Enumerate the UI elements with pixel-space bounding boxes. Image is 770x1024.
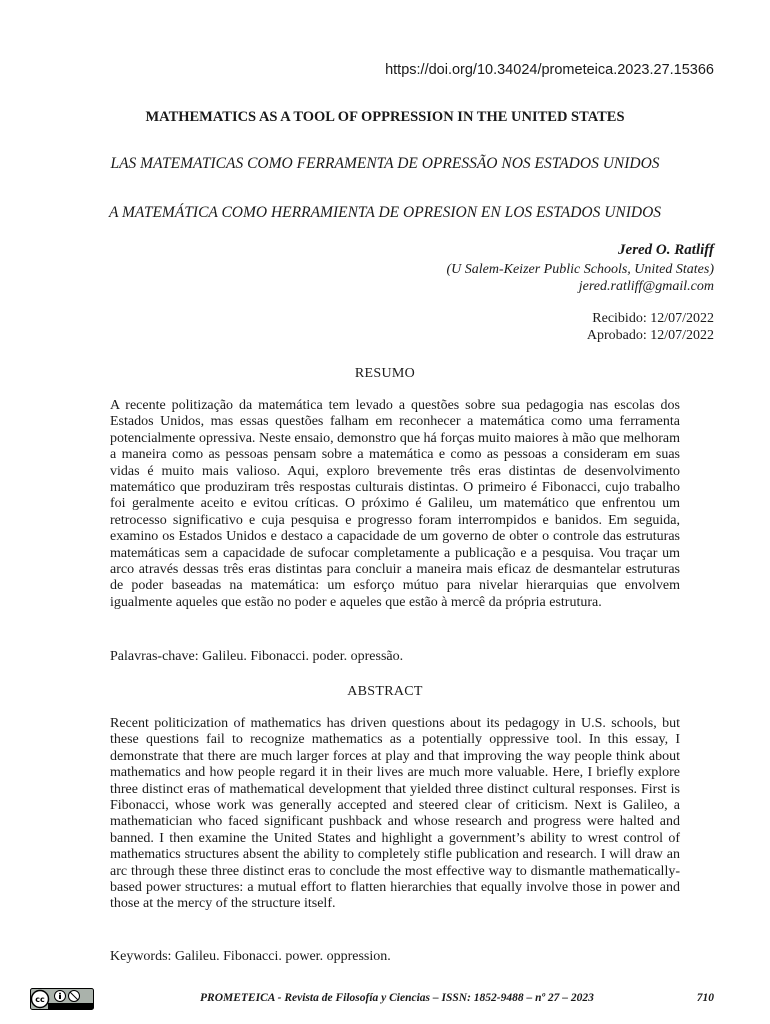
creative-commons-license-icon[interactable] <box>30 988 94 1010</box>
author-affiliation: (U Salem-Keizer Public Schools, United States) <box>446 262 714 277</box>
abstract-paragraph: Recent politicization of mathematics has driven questions about its pedagogy in U.S. schools, but these questions fail to recognize mathematics as a potentially oppressive tool. In this essay, I demonstrate that there are much larger forces at play and that improving the way people think about mathematics and how people regard it in their lives are much more valuable. Here, I briefly explore three distinct eras of mathematical development that yielded three distinct cultural responses. First is Fibonacci, whose work was generally accepted and steered clear of criticism. Next is Galileo, a mathematician who faced significant pushback and whose research and progress were halted and banned. I then examine the United States and highlight a government’s ability to wrest control of mathematics structures absent the ability to completely stifle publication and research. I will draw an arc through these three distinct eras to conclude the most effective way to dismantle mathematically-based power structures: a mutual effort to flatten hierarchies that equally involve those in power and those at the mercy of the structure itself. <box>110 716 680 912</box>
title-portuguese: A MATEMÁTICA COMO HERRAMIENTA DE OPRESION EN LOS ESTADOS UNIDOS <box>108 204 662 221</box>
svg-text:cc: cc <box>35 995 45 1004</box>
doi-link[interactable]: https://doi.org/10.34024/prometeica.2023.27.15366 <box>385 62 714 78</box>
resumo-heading: RESUMO <box>354 366 416 381</box>
author-email[interactable]: jered.ratliff@gmail.com <box>578 279 714 294</box>
received-date: Recibido: 12/07/2022 <box>592 311 714 326</box>
title-english: MATHEMATICS AS A TOOL OF OPPRESSION IN THE UNITED STATES <box>145 109 625 125</box>
approved-date: Aprobado: 12/07/2022 <box>586 328 714 343</box>
journal-footer: PROMETEICA - Revista de Filosofía y Ciencias – ISSN: 1852-9488 – nº 27 – 2023 <box>200 992 594 1004</box>
author-name: Jered O. Ratliff <box>618 242 714 258</box>
abstract-heading: ABSTRACT <box>347 684 423 699</box>
title-spanish: LAS MATEMATICAS COMO FERRAMENTA DE OPRESSÃO NOS ESTADOS UNIDOS <box>110 155 660 172</box>
resumo-paragraph: A recente politização da matemática tem levado a questões sobre sua pedagogia nas escolas dos Estados Unidos, mas essas questões falham em reconhecer a matemática como uma ferramenta potencialmente opressiva. Neste ensaio, demonstro que há forças muito maiores à mão que melhoram a maneira como as pessoas pensam sobre a matemática e como as pessoas a consideram em suas vidas é muito mais valioso. Aqui, exploro brevemente três eras distintas de desenvolvimento matemático que produziram três respostas culturais distintas. O primeiro é Fibonacci, cujo trabalho foi geralmente aceito e evitou críticas. O próximo é Galileu, um matemático que enfrentou um retrocesso significativo e cuja pesquisa e progresso foram interrompidos e banidos. Em seguida, examino os Estados Unidos e destaco a capacidade de um governo de obter o controle das estruturas matemáticas sem a capacidade de sufocar completamente a publicação e a pesquisa. Vou traçar um arco através dessas três eras distintas para concluir a maneira mais eficaz de desmantelar estruturas de poder baseadas na matemática: um esforço mútuo para nivelar hierarquias que envolvem igualmente aqueles que estão no poder e aqueles que estão à mercê da própria estrutura. <box>110 398 680 610</box>
keywords-portuguese: Palavras-chave: Galileu. Fibonacci. poder. opressão. <box>110 649 404 664</box>
keywords-english: Keywords: Galileu. Fibonacci. power. oppression. <box>110 949 391 964</box>
page-number: 710 <box>696 992 714 1004</box>
